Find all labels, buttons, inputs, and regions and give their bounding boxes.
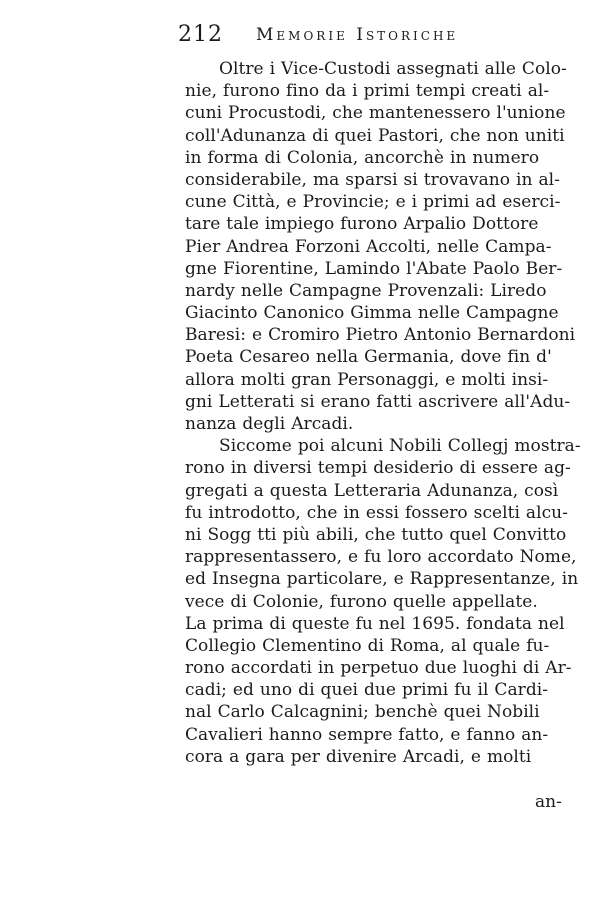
text-line: ni Sogg tti più abili, che tutto quel Convitto xyxy=(185,524,567,545)
text-line: Collegio Clementino di Roma, al quale fu- xyxy=(185,635,550,656)
text-line: cune Città, e Provincie; e i primi ad eserci- xyxy=(185,192,561,213)
text-line: tare tale impiego furono Arpalio Dottore xyxy=(185,214,539,235)
text-line: rono accordati in perpetuo due luoghi di Ar- xyxy=(185,658,572,679)
text-line: Giacinto Canonico Gimma nelle Campagne xyxy=(185,303,559,324)
text-line: Poeta Cesareo nella Germania, dove fin d' xyxy=(185,347,552,368)
text-line: Pier Andrea Forzoni Accolti, nelle Campa- xyxy=(185,236,552,257)
text-line: nardy nelle Campagne Provenzali: Liredo xyxy=(185,280,547,301)
text-line: Siccome poi alcuni Nobili Collegj mostra- xyxy=(219,436,581,457)
text-line: gni Letterati si erano fatti ascrivere all'Adu- xyxy=(185,391,571,412)
text-line: considerabile, ma sparsi si trovavano in al- xyxy=(185,169,560,190)
running-head xyxy=(178,22,568,50)
running-title: Memorie Istoriche xyxy=(256,25,459,45)
text-line: vece di Colonie, furono quelle appellate. xyxy=(185,591,538,612)
text-line: ed Insegna particolare, e Rappresentanze, in xyxy=(185,569,579,590)
text-line: cora a gara per divenire Arcadi, e molti xyxy=(185,746,532,767)
text-line: cadi; ed uno di quei due primi fu il Cardi- xyxy=(185,680,549,701)
text-line: Oltre i Vice-Custodi assegnati alle Colo- xyxy=(219,59,567,79)
text-line: rono in diversi tempi desiderio di essere ag- xyxy=(185,458,571,479)
text-line: nanza degli Arcadi. xyxy=(185,414,354,434)
text-line: nal Carlo Calcagnini; benchè quei Nobili xyxy=(185,702,540,723)
page-number: 212 xyxy=(178,22,223,47)
text-line: gne Fiorentine, Lamindo l'Abate Paolo Ber- xyxy=(185,258,563,279)
text-line: Cavalieri hanno sempre fatto, e fanno an- xyxy=(185,724,549,745)
body-text xyxy=(185,58,581,768)
text-line: rappresentassero, e fu loro accordato Nome, xyxy=(185,547,577,568)
text-line: coll'Adunanza di quei Pastori, che non uniti xyxy=(185,125,565,146)
text-line: fu introdotto, che in essi fossero scelti alcu- xyxy=(185,502,568,523)
text-line: gregati a questa Letteraria Adunanza, così xyxy=(185,480,559,501)
text-line: La prima di queste fu nel 1695. fondata nel xyxy=(185,613,565,634)
text-line: cuni Procustodi, che mantenessero l'unione xyxy=(185,103,566,124)
text-line: allora molti gran Personaggi, e molti insi- xyxy=(185,369,549,390)
text-line: Baresi: e Cromiro Pietro Antonio Bernardoni xyxy=(185,325,576,346)
text-line: nie, furono fino da i primi tempi creati al- xyxy=(185,81,550,102)
text-line: in forma di Colonia, ancorchè in numero xyxy=(185,147,540,168)
catchword: an- xyxy=(535,792,562,812)
